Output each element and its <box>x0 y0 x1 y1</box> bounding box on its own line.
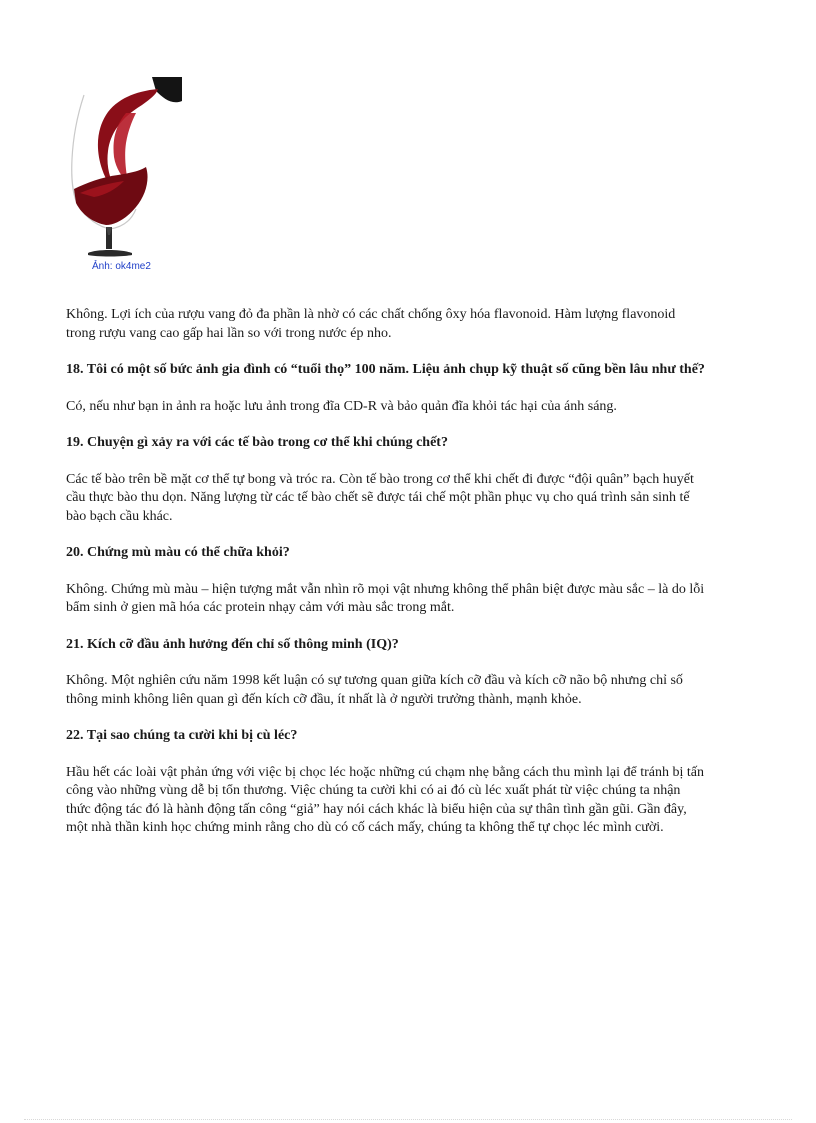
page-bottom-divider <box>24 1119 792 1120</box>
answer-paragraph: Có, nếu như bạn in ảnh ra hoặc lưu ảnh trong đĩa CD-R và bảo quản đĩa khỏi tác hại của ánh sáng. <box>66 398 617 414</box>
article-content <box>66 306 706 856</box>
answer-paragraph: Không. Chứng mù màu – hiện tượng mắt vẫn nhìn rõ mọi vật nhưng không thể phân biệt được màu sắc – là do lỗi bẩm sinh ở gien mã hóa các protein nhạy cảm với màu sắc trong mắt. <box>66 581 705 615</box>
image-caption: Ảnh: ok4me2 <box>92 261 151 272</box>
question-heading: 20. Chứng mù màu có thể chữa khỏi? <box>66 545 290 560</box>
wine-glass-illustration <box>66 77 182 259</box>
answer-paragraph: Các tế bào trên bề mặt cơ thể tự bong và tróc ra. Còn tế bào trong cơ thể khi chết đi được “đội quân” bạch huyết cầu thực bào thu dọn. Năng lượng từ các tế bào chết sẽ được tái chế một phần phục vụ cho quá trình sản sinh tế bào bạch cầu khác. <box>66 471 694 524</box>
answer-paragraph: Hầu hết các loài vật phản ứng với việc bị chọc léc hoặc những cú chạm nhẹ bằng cách thu mình lại để tránh bị tấn công vào những vùng dễ bị tổn thương. Việc chúng ta cười khi có ai đó cù léc xuất phát từ việc chúng ta nhận thức động tác đó là hành động tấn công “giả” hay nói cách khác là biểu hiện của sự thân tình gần gũi. Gần đây, một nhà thần kinh học chứng minh rằng cho dù có cố cách mấy, chúng ta không thể tự chọc léc mình cười. <box>66 764 704 835</box>
answer-paragraph: Không. Lợi ích của rượu vang đỏ đa phần là nhờ có các chất chống ôxy hóa flavonoid. Hàm lượng flavonoid trong rượu vang cao gấp hai lần so với trong nước ép nho. <box>66 307 676 341</box>
question-heading: 22. Tại sao chúng ta cười khi bị cù léc? <box>66 728 298 743</box>
wine-glass-photo <box>66 77 182 259</box>
question-heading: 21. Kích cỡ đầu ảnh hưởng đến chỉ số thông minh (IQ)? <box>66 636 399 652</box>
answer-paragraph: Không. Một nghiên cứu năm 1998 kết luận có sự tương quan giữa kích cỡ đầu và kích cỡ não bộ nhưng chỉ số thông minh không liên quan gì đến kích cỡ đầu, ít nhất là ở người trưởng thành, mạnh khỏe. <box>66 673 683 707</box>
question-heading: 19. Chuyện gì xảy ra với các tế bào trong cơ thể khi chúng chết? <box>66 435 448 450</box>
question-heading: 18. Tôi có một số bức ảnh gia đình có “tuổi thọ” 100 năm. Liệu ảnh chụp kỹ thuật số cũng bền lâu như thế? <box>66 362 705 377</box>
